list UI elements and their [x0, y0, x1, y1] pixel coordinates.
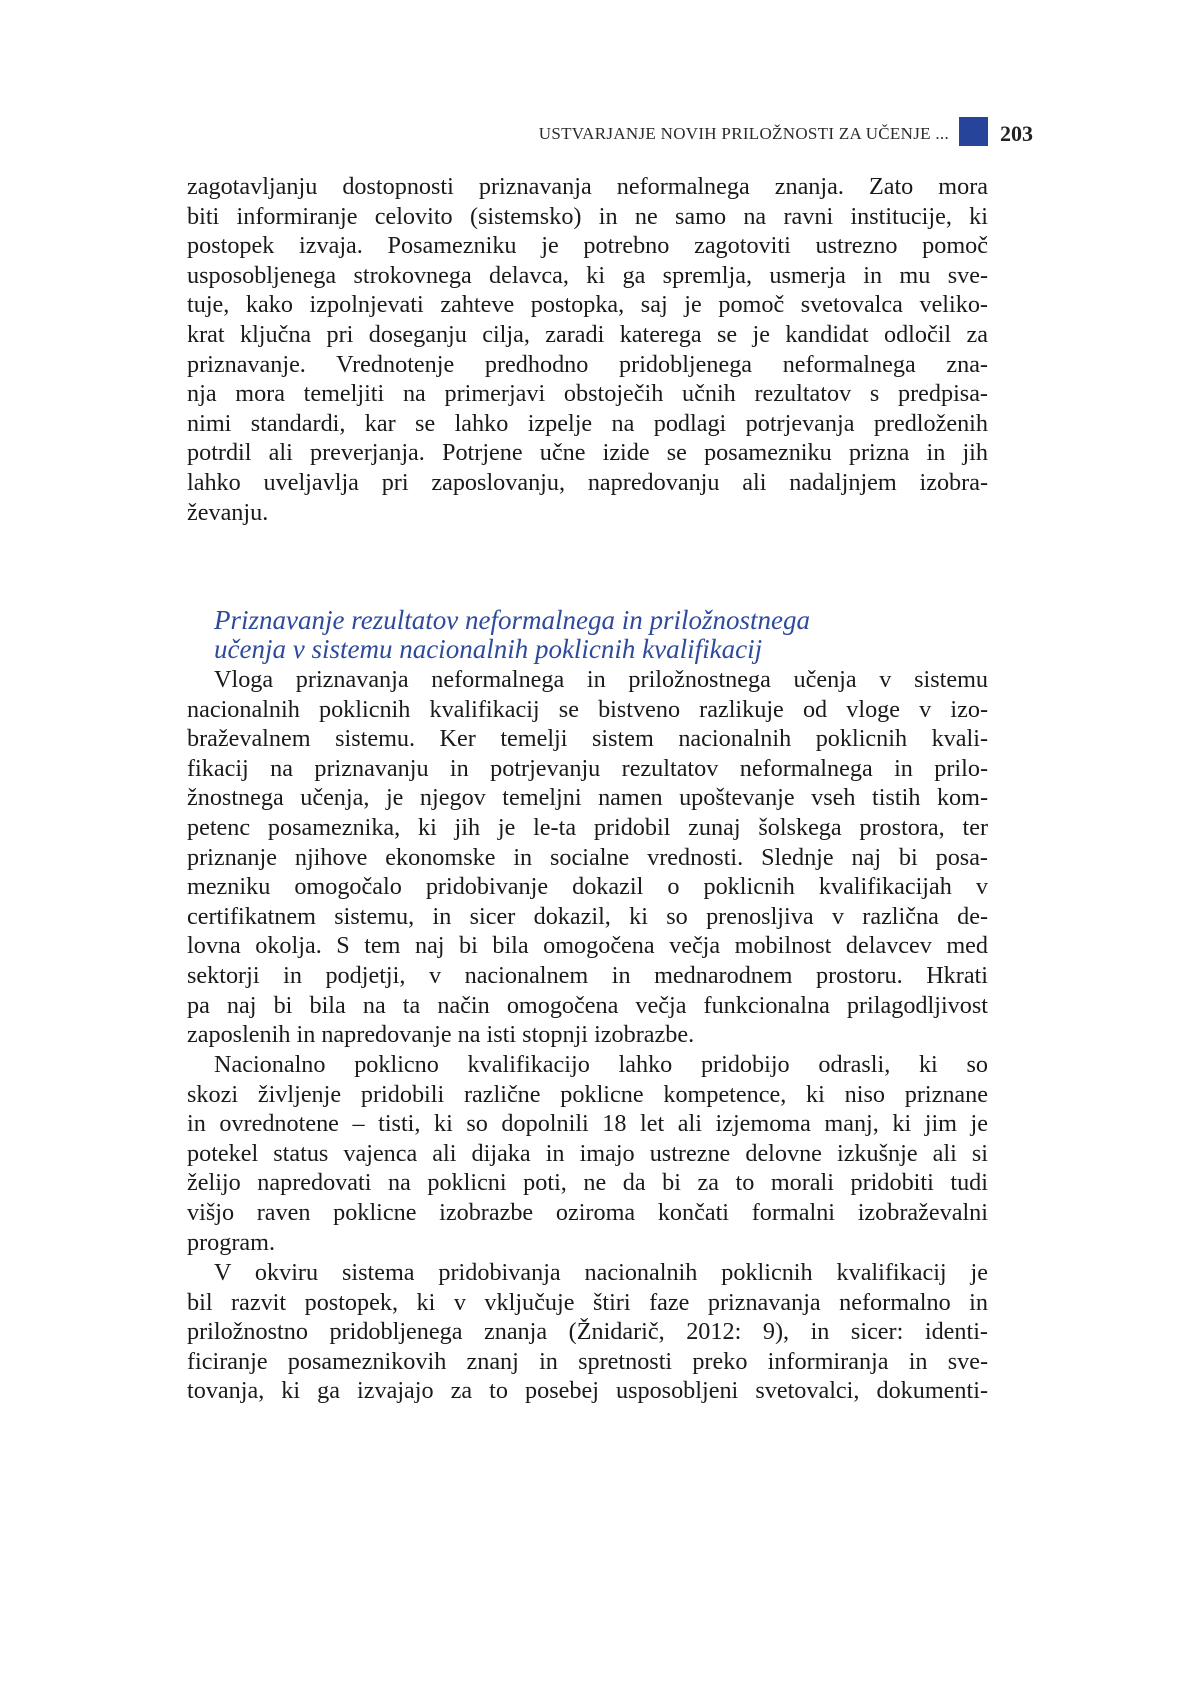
text-line-content: postopek izvaja. Posamezniku je potrebno zagotoviti ustrezno pomoč [187, 232, 988, 260]
text-line [187, 468, 988, 498]
text-line-content: zaposlenih in napredovanje na isti stopnji izobrazbe. [187, 1021, 695, 1049]
text-line [187, 1139, 988, 1169]
text-line-content: višjo raven poklicne izobrazbe oziroma končati formalni izobraževalni [187, 1198, 988, 1226]
text-line-content: pa naj bi bila na ta način omogočena večja funkcionalna prilagodljivost [187, 991, 988, 1019]
text-line-content: žnostnega učenja, je njegov temeljni namen upoštevanje vseh tistih kom- [187, 784, 988, 812]
text-line-content: nja mora temeljiti na primerjavi obstoječih učnih rezultatov s predpisa- [187, 380, 988, 408]
text-line [187, 1347, 988, 1377]
text-line [187, 379, 988, 409]
text-line [187, 961, 988, 991]
text-line [187, 991, 988, 1021]
text-line [187, 438, 988, 468]
text-line [187, 872, 988, 902]
text-line-content: certifikatnem sistemu, in sicer dokazil, ki so prenosljiva v različna de- [187, 902, 988, 930]
text-line [187, 813, 988, 843]
text-line-content: ficiranje posameznikovih znanj in spretnosti preko informiranja in sve- [187, 1347, 988, 1375]
paragraph-1 [187, 172, 988, 527]
text-line-content: program. [187, 1228, 275, 1256]
text-line [187, 350, 988, 380]
text-line [187, 1258, 988, 1288]
section-heading-line: učenja v sistemu nacionalnih poklicnih kvalifikacij [214, 634, 763, 664]
text-line-content: lovna okolja. S tem naj bi bila omogočena večja mobilnost delavcev med [187, 932, 988, 960]
text-line-content: tovanja, ki ga izvajajo za to posebej usposobljeni svetovalci, dokumenti- [187, 1377, 988, 1405]
text-line [187, 1109, 988, 1139]
text-line-content: potrdil ali preverjanja. Potrjene učne izide se posamezniku prizna in jih [187, 439, 988, 467]
text-line [187, 290, 988, 320]
running-title: USTVARJANJE NOVIH PRILOŽNOSTI ZA UČENJE ... [538, 124, 949, 143]
text-line-content: lahko uveljavlja pri zaposlovanju, napredovanju ali nadaljnjem izobra- [187, 468, 988, 496]
text-line-content: sektorji in podjetji, v nacionalnem in mednarodnem prostoru. Hkrati [187, 961, 988, 989]
text-line [187, 1020, 988, 1050]
text-line-content: priznavanje. Vrednotenje predhodno pridobljenega neformalnega zna- [187, 350, 988, 378]
text-line-content: bil razvit postopek, ki v vključuje štiri faze priznavanja neformalno in [187, 1288, 988, 1316]
text-line-content: braževalnem sistemu. Ker temelji sistem nacionalnih poklicnih kvali- [187, 725, 988, 753]
text-line [187, 231, 988, 261]
text-line-content: krat ključna pri doseganju cilja, zaradi katerega se je kandidat odločil za [187, 320, 988, 348]
text-line [187, 843, 988, 873]
text-line [187, 172, 988, 202]
text-line [187, 902, 988, 932]
text-line [187, 1080, 988, 1110]
running-header [420, 117, 1040, 151]
text-line-content: petenc posameznika, ki jih je le-ta pridobil zunaj šolskega prostora, ter [187, 813, 988, 841]
text-line-content: tuje, kako izpolnjevati zahteve postopka, saj je pomoč svetovalca veliko- [187, 291, 988, 319]
text-line [187, 1288, 988, 1318]
text-line-content: nacionalnih poklicnih kvalifikacij se bistveno razlikuje od vloge v izo- [187, 695, 988, 723]
text-line-content: zagotavljanju dostopnosti priznavanja neformalnega znanja. Zato mora [187, 173, 988, 200]
paragraph-3 [187, 1050, 988, 1257]
text-line-content: fikacij na priznavanju in potrjevanju rezultatov neformalnega in prilo- [187, 754, 988, 782]
text-line [187, 1228, 988, 1258]
page-number: 203 [1000, 121, 1033, 146]
text-line-content: potekel status vajenca ali dijaka in imajo ustrezne delovne izkušnje ali si [187, 1139, 988, 1167]
text-line [187, 498, 988, 528]
text-line-content: nimi standardi, kar se lahko izpelje na podlagi potrjevanja predloženih [187, 409, 988, 437]
text-line [187, 320, 988, 350]
text-line-content: in ovrednotene – tisti, ki so dopolnili 18 let ali izjemoma manj, ki jim je [187, 1110, 988, 1138]
text-line [187, 1050, 988, 1080]
text-line [187, 665, 988, 695]
text-line-content: mezniku omogočalo pridobivanje dokazil o poklicnih kvalifikacijah v [187, 873, 988, 901]
text-line [187, 754, 988, 784]
text-line-content: biti informiranje celovito (sistemsko) in ne samo na ravni institucije, ki [187, 202, 988, 230]
text-line [187, 1317, 988, 1347]
text-line-content: ževanju. [187, 498, 269, 526]
text-line [187, 409, 988, 439]
text-line [187, 783, 988, 813]
text-line [187, 1376, 988, 1406]
paragraph-2 [187, 665, 988, 1050]
paragraph-4 [187, 1258, 988, 1406]
header-accent-square [959, 117, 988, 146]
section-heading [214, 606, 974, 664]
text-line-content: V okviru sistema pridobivanja nacionalnih poklicnih kvalifikacij je [214, 1259, 988, 1286]
text-line-content: skozi življenje pridobili različne poklicne kompetence, ki niso priznane [187, 1080, 988, 1108]
text-line [187, 1198, 988, 1228]
text-line-content: Nacionalno poklicno kvalifikacijo lahko pridobijo odrasli, ki so [214, 1051, 988, 1078]
text-line [187, 724, 988, 754]
section-heading-line: Priznavanje rezultatov neformalnega in priložnostnega [214, 605, 810, 635]
text-line [187, 1168, 988, 1198]
text-line-content: želijo napredovati na poklicni poti, ne da bi za to morali pridobiti tudi [187, 1169, 988, 1197]
text-line-content: usposobljenega strokovnega delavca, ki ga spremlja, usmerja in mu sve- [187, 261, 988, 289]
text-line [187, 695, 988, 725]
text-line-content: Vloga priznavanja neformalnega in priložnostnega učenja v sistemu [214, 666, 988, 693]
text-line-content: priznanje njihove ekonomske in socialne vrednosti. Slednje naj bi posa- [187, 843, 988, 871]
text-line [187, 202, 988, 232]
text-line [187, 931, 988, 961]
text-line [187, 261, 988, 291]
text-line-content: priložnostno pridobljenega znanja (Žnidarič, 2012: 9), in sicer: identi- [187, 1318, 988, 1346]
